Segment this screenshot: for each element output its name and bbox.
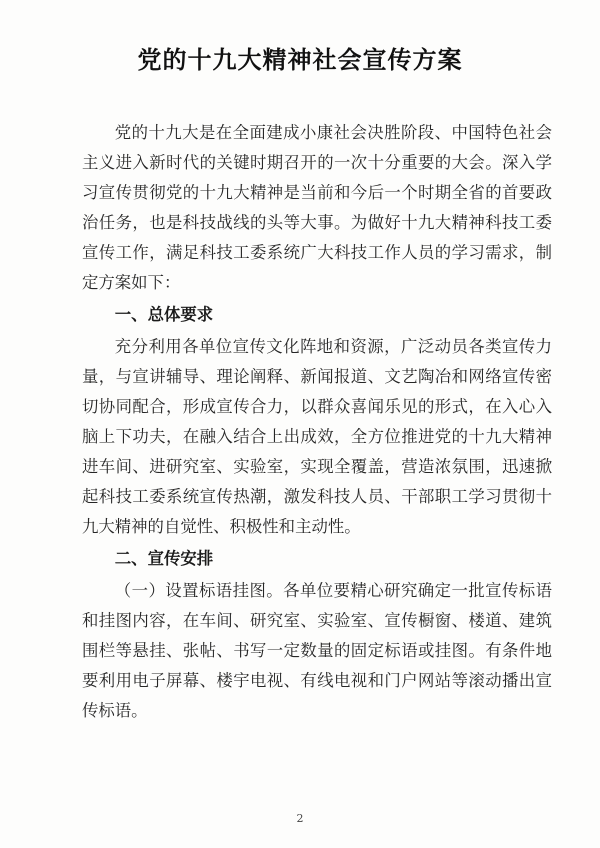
intro-paragraph: 党的十九大是在全面建成小康社会决胜阶段、中国特色社会主义进入新时代的关键时期召开的一次十分重要的大会。深入学习宣传贯彻党的十九大精神是当前和今后一个时期全省的首要政治任务，也是科技战线的头等大事。为做好十九大精神科技工委宣传工作，满足科技工委系统广大科技工作人员的学习需求，制定方案如下：: [82, 123, 552, 292]
slogans-posters-paragraph: （一）设置标语挂图。各单位要精心研究确定一批宣传标语和挂图内容，在车间、研究室、实验室、宣传橱窗、楼道、建筑围栏等悬挂、张帖、书写一定数量的固定标语或挂图。有条件地要利用电子屏幕、楼宇电视、有线电视和门户网站等滚动播出宣传标语。: [82, 581, 552, 720]
section-heading-publicity-arrangements: 二、宣传安排: [114, 549, 214, 568]
document-title: 党的十九大精神社会宣传方案: [137, 45, 463, 74]
section-heading-general-requirements: 一、总体要求: [114, 305, 214, 324]
document-body: [82, 118, 552, 726]
general-requirements-paragraph: 充分利用各单位宣传文化阵地和资源，广泛动员各类宣传力量，与宣讲辅导、理论阐释、新闻报道、文艺陶冶和网络宣传密切协同配合，形成宣传合力，以群众喜闻乐见的形式，在入心入脑上下功夫，在融入结合上出成效，全方位推进党的十九大精神进车间、进研究室、实验室，实现全覆盖，营造浓氛围，迅速掀起科技工委系统宣传热潮，激发科技人员、干部职工学习贯彻十九大精神的自觉性、积极性和主动性。: [82, 337, 552, 536]
page-number: 2: [296, 812, 304, 825]
